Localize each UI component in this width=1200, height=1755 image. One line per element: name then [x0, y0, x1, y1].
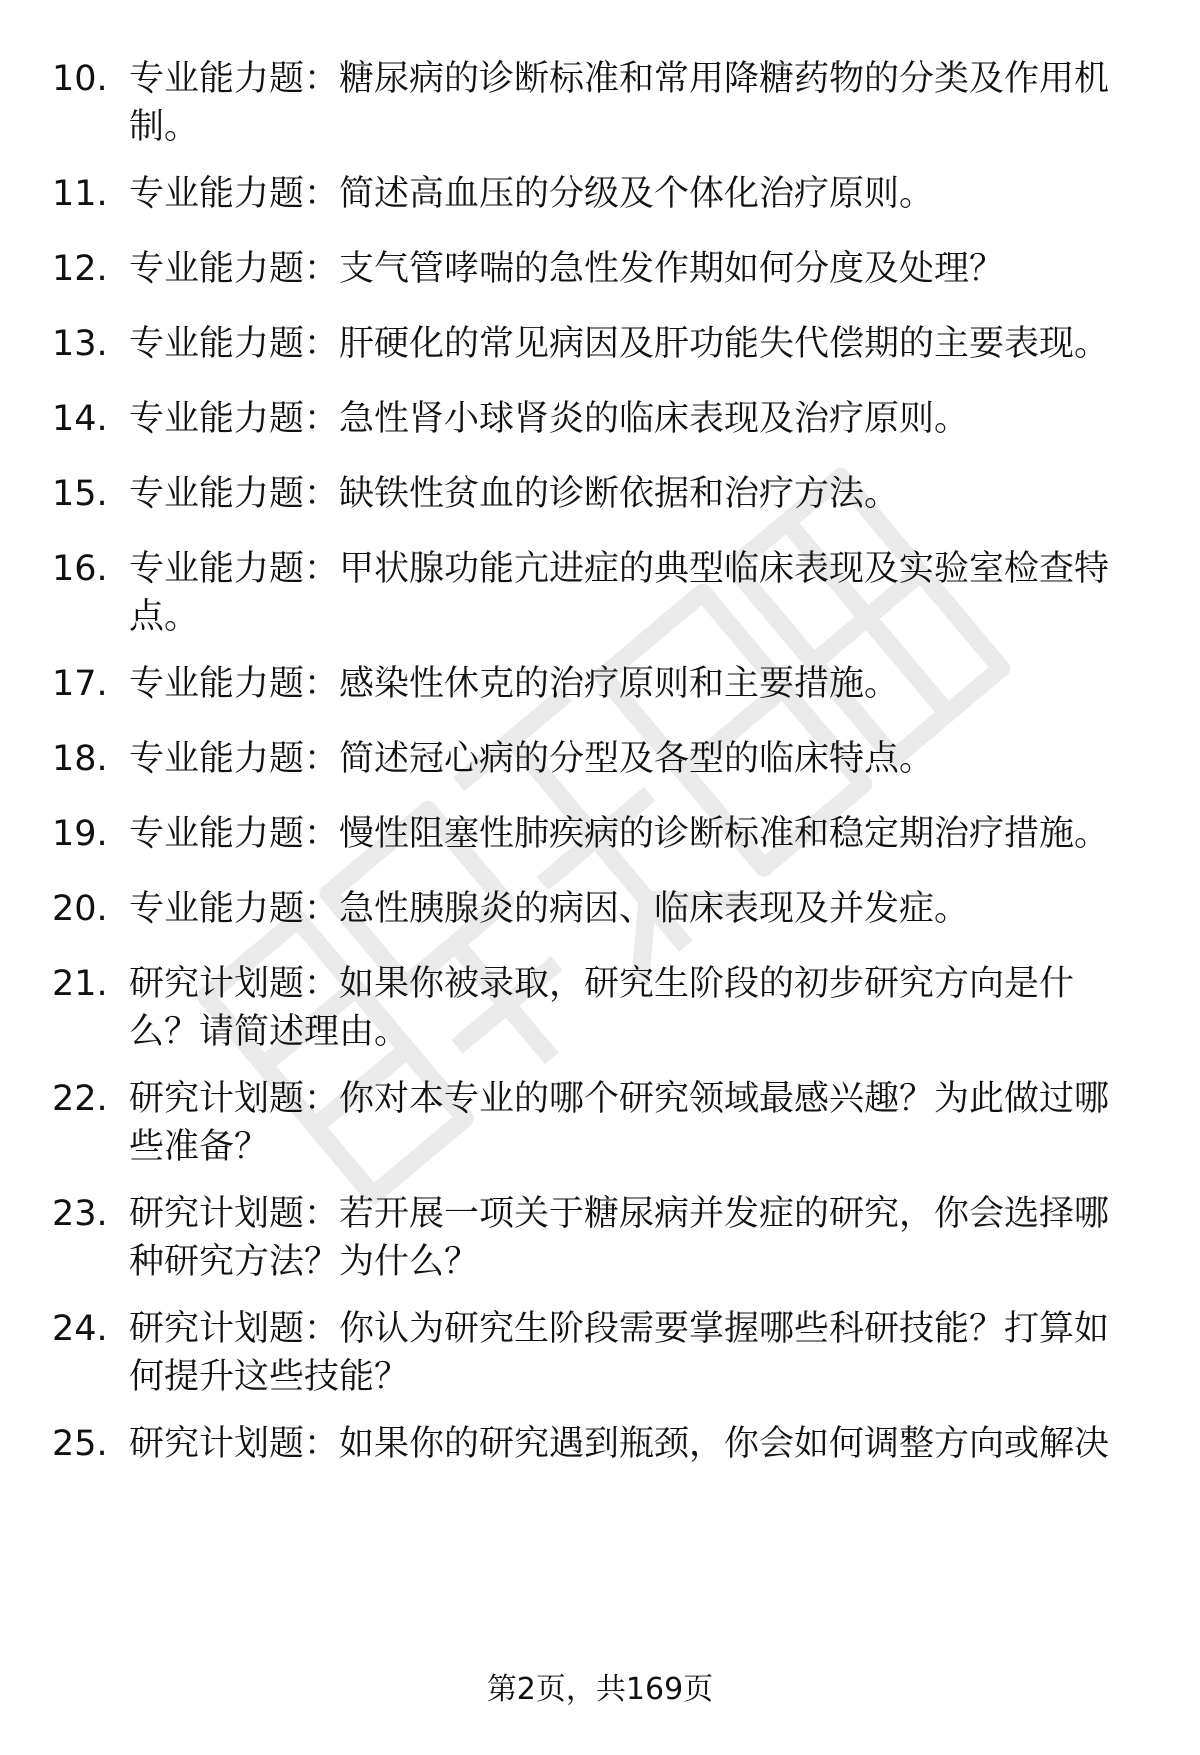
question-text-line: 研究计划题：如果你的研究遇到瓶颈，你会如何调整方向或解决	[129, 1424, 1110, 1464]
question-text-line: 些准备？	[129, 1127, 270, 1167]
question-text-line: 专业能力题：急性肾小球肾炎的临床表现及治疗原则。	[129, 399, 970, 439]
question-number: 20.	[52, 889, 108, 929]
question-text-line: 专业能力题：慢性阻塞性肺疾病的诊断标准和稳定期治疗措施。	[129, 814, 1110, 854]
question-text-line: 研究计划题：若开展一项关于糖尿病并发症的研究，你会选择哪	[129, 1194, 1110, 1234]
question-text	[129, 1075, 1139, 1171]
question-text	[129, 810, 1139, 858]
page-number-footer: 第2页，共169页	[486, 1672, 714, 1707]
question-text-line: 专业能力题：急性胰腺炎的病因、临床表现及并发症。	[129, 889, 970, 929]
question-text-line: 种研究方法？为什么？	[129, 1242, 480, 1282]
question-number: 12.	[52, 249, 108, 289]
question-text-line: 研究计划题：你对本专业的哪个研究领域最感兴趣？为此做过哪	[129, 1079, 1110, 1119]
question-number: 15.	[52, 474, 108, 514]
question-number: 23.	[52, 1194, 108, 1234]
question-text	[129, 470, 1139, 518]
question-text	[129, 395, 1139, 443]
question-text-line: 研究计划题：如果你被录取，研究生阶段的初步研究方向是什	[129, 964, 1075, 1004]
question-text-line: 专业能力题：缺铁性贫血的诊断依据和治疗方法。	[129, 474, 900, 514]
question-text-line: 点。	[129, 597, 200, 637]
question-number: 16.	[52, 549, 108, 589]
question-text	[129, 245, 1139, 293]
question-text	[129, 885, 1139, 933]
question-text	[129, 1190, 1139, 1286]
question-text-line: 专业能力题：糖尿病的诊断标准和常用降糖药物的分类及作用机	[129, 59, 1110, 99]
question-text-line: 专业能力题：感染性休克的治疗原则和主要措施。	[129, 664, 900, 704]
question-number: 14.	[52, 399, 108, 439]
question-text	[129, 55, 1139, 151]
question-text	[129, 660, 1139, 708]
question-number: 18.	[52, 739, 108, 779]
question-text	[129, 320, 1139, 368]
question-number: 22.	[52, 1079, 108, 1119]
question-text	[129, 170, 1139, 218]
question-text-line: 专业能力题：肝硬化的常见病因及肝功能失代偿期的主要表现。	[129, 324, 1110, 364]
question-text-line: 专业能力题：简述高血压的分级及个体化治疗原则。	[129, 174, 935, 214]
question-text-line: 制。	[129, 107, 200, 147]
question-text	[129, 545, 1139, 641]
question-text	[129, 960, 1139, 1056]
question-text-line: 何提升这些技能？	[129, 1357, 410, 1397]
question-text-line: 专业能力题：甲状腺功能亢进症的典型临床表现及实验室检查特	[129, 549, 1110, 589]
question-text-line: 专业能力题：支气管哮喘的急性发作期如何分度及处理？	[129, 249, 1005, 289]
question-number: 13.	[52, 324, 108, 364]
question-text	[129, 1305, 1139, 1401]
question-text	[129, 735, 1139, 783]
question-number: 11.	[52, 174, 108, 214]
question-text-line: 专业能力题：简述冠心病的分型及各型的临床特点。	[129, 739, 935, 779]
question-text-line: 么？请简述理由。	[129, 1012, 410, 1052]
question-number: 24.	[52, 1309, 108, 1349]
question-number: 19.	[52, 814, 108, 854]
question-text	[129, 1420, 1139, 1468]
question-number: 21.	[52, 964, 108, 1004]
question-number: 10.	[52, 59, 108, 99]
question-number: 17.	[52, 664, 108, 704]
question-text-line: 研究计划题：你认为研究生阶段需要掌握哪些科研技能？打算如	[129, 1309, 1110, 1349]
question-number: 25.	[52, 1424, 108, 1464]
